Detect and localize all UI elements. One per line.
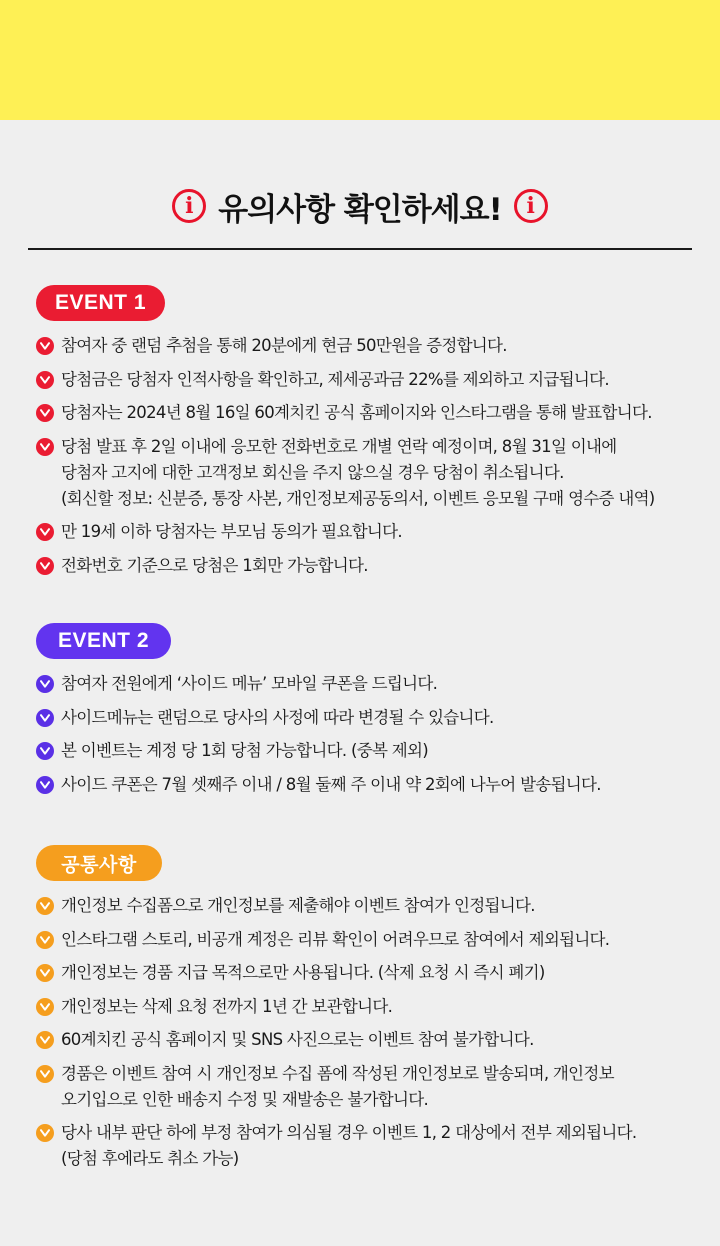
list-item-line: 개인정보는 삭제 요청 전까지 1년 간 보관합니다. (61, 996, 393, 1016)
list-item (36, 553, 696, 579)
event1-badge: EVENT 1 (36, 285, 165, 321)
check-icon (36, 1065, 54, 1083)
list-item (36, 738, 696, 764)
list-item (36, 400, 696, 426)
common-section (36, 845, 696, 1180)
info-icon: i (172, 189, 206, 223)
check-icon (36, 998, 54, 1016)
list-item-text (61, 553, 368, 579)
list-item-line: 당첨 발표 후 2일 이내에 응모한 전화번호로 개별 연락 예정이며, 8월 31일 이내에 (61, 436, 617, 456)
list-item-line: 만 19세 이하 당첨자는 부모님 동의가 필요합니다. (61, 522, 402, 541)
check-icon (36, 371, 54, 389)
check-icon (36, 523, 54, 541)
check-icon (36, 931, 54, 949)
list-item-line: (당첨 후에라도 취소 가능) (61, 1149, 239, 1168)
list-item-line: 참여자 중 랜덤 추첨을 통해 20분에게 현금 50만원을 증정합니다. (61, 336, 507, 355)
list-item (36, 1061, 696, 1113)
check-icon (36, 675, 54, 693)
list-item-line: 당첨자는 2024년 8월 16일 60계치킨 공식 홈페이지와 인스타그램을 통해 발표합니다. (61, 403, 652, 422)
list-item-text (61, 400, 652, 426)
list-item-line: 당사 내부 판단 하에 부정 참여가 의심될 경우 이벤트 1, 2 대상에서 전부 제외됩니다. (61, 1123, 637, 1142)
list-item-line: 전화번호 기준으로 당첨은 1회만 가능합니다. (61, 555, 368, 575)
list-item-text (61, 893, 535, 919)
check-icon (36, 1031, 54, 1049)
event2-badge: EVENT 2 (36, 623, 171, 659)
list-item-text (61, 519, 402, 545)
list-item (36, 893, 696, 919)
check-icon (36, 557, 54, 575)
event2-section (36, 623, 696, 805)
check-icon (36, 404, 54, 422)
check-icon (36, 1124, 54, 1142)
list-item-line: 사이드 쿠폰은 7월 셋째주 이내 / 8월 둘째 주 이내 약 2회에 나누어 발송됩니다. (61, 774, 601, 794)
list-item-text (61, 333, 507, 359)
list-item-text (61, 671, 437, 697)
list-item (36, 960, 696, 986)
list-item-line: 인스타그램 스토리, 비공개 계정은 리뷰 확인이 어려우므로 참여에서 제외됩니다. (61, 929, 610, 949)
list-item-text (61, 1061, 614, 1113)
list-item-text (61, 927, 609, 953)
event1-section (36, 285, 696, 586)
check-icon (36, 897, 54, 915)
list-item-line: 당첨금은 당첨자 인적사항을 확인하고, 제세공과금 22%를 제외하고 지급됩니다. (61, 369, 609, 389)
list-item-line: 60계치킨 공식 홈페이지 및 SNS 사진으로는 이벤트 참여 불가합니다. (61, 1030, 534, 1049)
list-item-text (61, 1027, 534, 1053)
list-item-line: 참여자 전원에게 ‘사이드 메뉴’ 모바일 쿠폰을 드립니다. (61, 674, 438, 693)
list-item-line: 개인정보는 경품 지급 목적으로만 사용됩니다. (삭제 요청 시 즉시 폐기) (61, 963, 545, 982)
list-item-text (61, 434, 655, 512)
list-item (36, 1120, 696, 1172)
list-item-text (61, 1120, 636, 1172)
list-item-line: 경품은 이벤트 참여 시 개인정보 수집 폼에 작성된 개인정보로 발송되며, 개인정보 (61, 1063, 614, 1083)
list-item-text (61, 367, 609, 393)
check-icon (36, 337, 54, 355)
check-icon (36, 964, 54, 982)
list-item-text (61, 772, 601, 798)
common-badge: 공통사항 (36, 845, 162, 881)
list-item (36, 994, 696, 1020)
page-title: 유의사항 확인하세요! (218, 191, 502, 228)
list-item-text (61, 705, 494, 731)
list-item-line: 당첨자 고지에 대한 고객정보 회신을 주지 않으실 경우 당첨이 취소됩니다. (61, 462, 564, 482)
list-item-text (61, 994, 392, 1020)
list-item-line: 개인정보 수집폼으로 개인정보를 제출해야 이벤트 참여가 인정됩니다. (61, 896, 535, 915)
notice-heading (28, 178, 692, 250)
event1-list (36, 333, 696, 579)
list-item (36, 671, 696, 697)
common-list (36, 893, 696, 1172)
list-item-text (61, 960, 545, 986)
list-item-text (61, 738, 428, 764)
list-item (36, 705, 696, 731)
list-item-line: 본 이벤트는 계정 당 1회 당첨 가능합니다. (중복 제외) (61, 741, 428, 760)
list-item (36, 333, 696, 359)
check-icon (36, 709, 54, 727)
top-banner (0, 0, 720, 120)
event2-list (36, 671, 696, 798)
check-icon (36, 438, 54, 456)
list-item-line: (회신할 정보: 신분증, 통장 사본, 개인정보제공동의서, 이벤트 응모월 구매 영수증 내역) (61, 488, 655, 508)
check-icon (36, 742, 54, 760)
list-item (36, 927, 696, 953)
info-icon: i (514, 189, 548, 223)
list-item-line: 오기입으로 인한 배송지 수정 및 재발송은 불가합니다. (61, 1089, 429, 1109)
list-item (36, 519, 696, 545)
list-item (36, 434, 696, 512)
list-item (36, 1027, 696, 1053)
list-item-line: 사이드메뉴는 랜덤으로 당사의 사정에 따라 변경될 수 있습니다. (61, 707, 494, 727)
check-icon (36, 776, 54, 794)
list-item (36, 772, 696, 798)
list-item (36, 367, 696, 393)
